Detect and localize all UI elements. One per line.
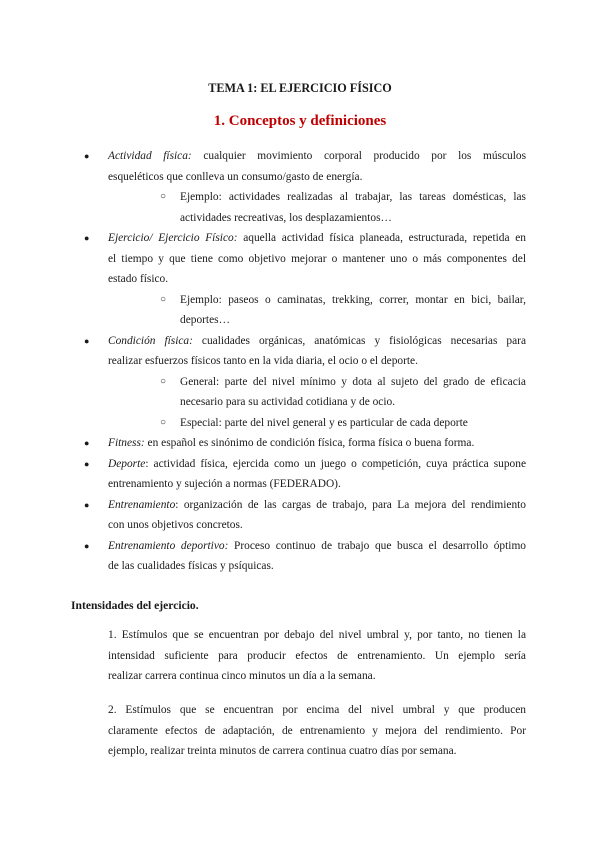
circle-bullet-icon: ○ <box>160 191 167 202</box>
intensity-paragraph-2 <box>108 700 526 762</box>
definition-line <box>108 495 526 516</box>
definition-line: realizar esfuerzos físicos tanto en la vida diaria, el ocio o el deporte. <box>108 355 418 367</box>
definition-text: cualquier movimiento corporal producido por los músculos <box>191 150 527 162</box>
definition-line <box>108 228 526 249</box>
sub-item-line: necesario para su actividad cotidiana y de ocio. <box>180 396 396 408</box>
definition-line <box>108 331 526 352</box>
definition-line: estado físico. <box>108 273 169 285</box>
definition-term: Actividad física: <box>108 150 192 162</box>
definition-term: Entrenamiento deportivo: <box>108 539 229 552</box>
definition-item <box>84 495 526 536</box>
definition-term: Fitness: <box>108 437 145 449</box>
definition-line <box>108 433 526 454</box>
sub-item-line: deportes… <box>180 314 230 326</box>
sub-item-line: actividades recreativas, los desplazamientos… <box>180 211 392 224</box>
definition-term: Entrenamiento <box>108 498 176 511</box>
definition-line: entrenamiento y sujeción a normas (FEDERADO). <box>108 478 341 490</box>
bullet-icon: ● <box>84 151 90 161</box>
paragraph-line: 1. Estímulos que se encuentran por debajo del nivel umbral y, por tanto, no tienen la <box>108 629 526 641</box>
definition-text: en español es sinónimo de condición física, forma física o buena forma. <box>144 437 475 449</box>
paragraph-line: realizar carrera continua cinco minutos un día a la semana. <box>108 670 376 682</box>
bullet-icon: ● <box>84 233 90 243</box>
definition-text: Proceso continuo de trabajo que busca el desarrollo óptimo <box>228 539 526 552</box>
circle-bullet-icon: ○ <box>160 375 167 387</box>
definition-text: : actividad física, ejercida como un juego o competición, cuya práctica supone <box>145 457 526 470</box>
paragraph-line: intensidad suficiente para producir efectos de entrenamiento. Un ejemplo sería <box>108 649 526 662</box>
definition-item <box>84 146 526 187</box>
paragraph-line: claramente efectos de adaptación, de entrenamiento y mejora del rendimiento. Por <box>108 724 526 737</box>
definition-text: : organización de las cargas de trabajo, para La mejora del rendimiento <box>175 498 526 511</box>
definition-item <box>84 536 526 577</box>
paragraph-line: ejemplo, realizar treinta minutos de carrera continua cuatro días por semana. <box>108 745 457 757</box>
definition-term: Deporte <box>108 457 146 470</box>
definitions-list <box>84 146 526 577</box>
paragraph-line: 2. Estímulos que se encuentran por encima del nivel umbral y que producen <box>108 704 526 716</box>
bullet-icon: ● <box>84 458 90 469</box>
definition-line <box>108 454 526 475</box>
bullet-icon: ● <box>84 438 90 448</box>
document-title: TEMA 1: EL EJERCICIO FÍSICO <box>208 81 392 95</box>
definition-line <box>108 146 526 167</box>
definition-text: aquella actividad física planeada, estructurada, repetida en <box>237 232 526 244</box>
sub-item-line: General: parte del nivel mínimo y dota al sujeto del grado de eficacia <box>180 375 526 388</box>
bullet-icon: ● <box>84 540 90 551</box>
definition-term: Condición física: <box>108 334 193 347</box>
definition-line: esqueléticos que conlleva un consumo/gasto de energía. <box>108 170 363 183</box>
bullet-icon: ● <box>84 335 90 346</box>
section-heading: 1. Conceptos y definiciones <box>213 113 387 129</box>
definition-item <box>84 433 526 454</box>
sub-item-line: Ejemplo: paseos o caminatas, trekking, correr, montar en bici, bailar, <box>180 293 526 306</box>
circle-bullet-icon: ○ <box>160 293 167 305</box>
definition-text: cualidades orgánicas, anatómicas y fisiológicas necesarias para <box>192 334 526 347</box>
intensities-heading: Intensidades del ejercicio. <box>71 599 199 612</box>
sub-item-line: Especial: parte del nivel general y es particular de cada deporte <box>180 416 468 429</box>
definition-line <box>108 536 526 557</box>
definition-item <box>84 331 526 372</box>
circle-bullet-icon: ○ <box>160 416 167 428</box>
bullet-icon: ● <box>84 499 90 510</box>
sub-item <box>84 413 526 434</box>
intensity-paragraph-1 <box>108 625 526 687</box>
definition-line: el tiempo y que tiene como objetivo mejorar o mantener uno o más componentes del <box>108 252 526 265</box>
definition-item <box>84 228 526 290</box>
definition-item <box>84 454 526 495</box>
definition-term: Ejercicio/ Ejercicio Físico: <box>108 232 238 244</box>
sub-item-line: Ejemplo: actividades realizadas al trabajar, las tareas domésticas, las <box>180 191 526 203</box>
definition-line: con unos objetivos concretos. <box>108 519 243 531</box>
sub-item <box>84 187 526 228</box>
sub-item <box>84 290 526 331</box>
definition-line: de las cualidades físicas y psíquicas. <box>108 560 274 572</box>
sub-item <box>84 372 526 413</box>
